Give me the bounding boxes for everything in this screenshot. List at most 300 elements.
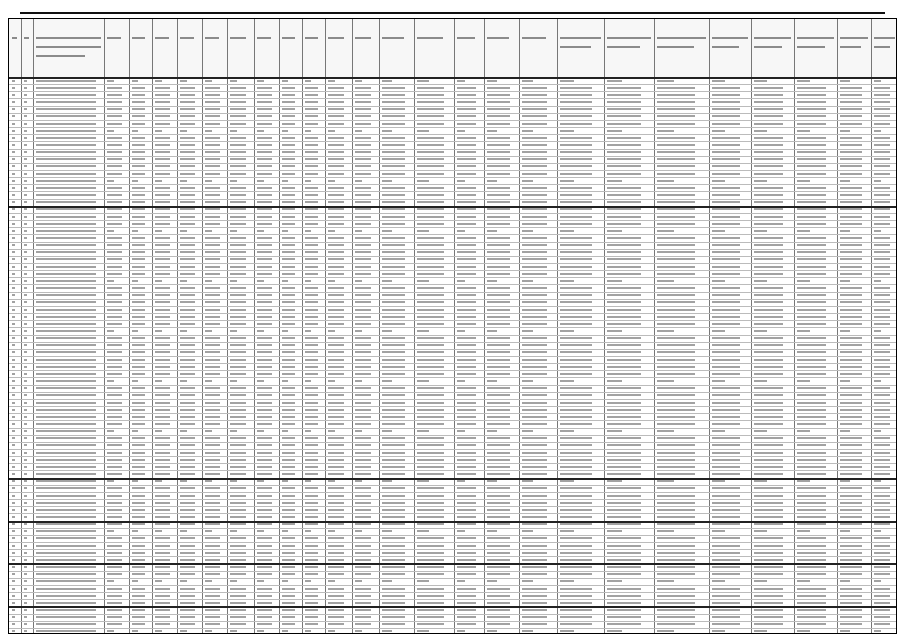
table-cell-text-block	[487, 208, 510, 210]
table-cell-text-block	[797, 351, 826, 353]
table-cell-text-block	[657, 566, 695, 568]
table-cell-text-block	[305, 416, 318, 418]
table-cell-text-block	[457, 130, 465, 132]
table-cell-text-block	[282, 609, 295, 611]
table-cell-text-block	[417, 523, 444, 525]
row-divider	[9, 163, 896, 164]
table-cell-text-block	[257, 144, 272, 146]
row-divider	[9, 599, 896, 600]
table-cell-text-block	[797, 294, 826, 296]
table-cell-text-block	[840, 173, 862, 175]
table-cell-text-block	[487, 437, 510, 439]
table-cell-text-block	[712, 444, 740, 446]
table-cell-text-block	[874, 187, 890, 189]
table-cell-text-block	[36, 180, 96, 182]
table-cell-text-block	[874, 87, 890, 89]
table-cell-text-block	[36, 173, 96, 175]
table-cell-text-block	[132, 459, 145, 461]
table-cell-text-block	[257, 273, 272, 275]
table-cell-text-block	[12, 301, 15, 303]
table-cell-text-block	[874, 216, 890, 218]
table-cell-text-block	[560, 108, 592, 110]
table-cell-text-block	[205, 559, 220, 561]
table-cell-text-block	[840, 573, 862, 575]
table-cell-text-block	[257, 137, 272, 139]
table-cell-text-block	[457, 509, 476, 511]
header-text-block	[36, 37, 101, 39]
table-cell-text-block	[132, 280, 138, 282]
row-divider	[9, 149, 896, 150]
table-cell-text-block	[328, 480, 335, 482]
table-cell-text-block	[487, 301, 510, 303]
table-cell-text-block	[107, 416, 122, 418]
table-cell-text-block	[12, 323, 15, 325]
table-cell-text-block	[754, 101, 783, 103]
table-cell-text-block	[657, 487, 695, 489]
table-cell-text-block	[257, 94, 272, 96]
table-cell-text-block	[560, 537, 592, 539]
table-cell-text-block	[107, 566, 122, 568]
table-cell-text-block	[205, 237, 220, 239]
table-cell-text-block	[328, 630, 335, 632]
table-cell-text-block	[522, 452, 547, 454]
table-cell-text-block	[282, 237, 295, 239]
table-cell-text-block	[487, 258, 510, 260]
table-cell-text-block	[257, 237, 272, 239]
table-cell-text-block	[382, 280, 392, 282]
table-cell-text-block	[328, 144, 344, 146]
table-cell-text-block	[155, 630, 162, 632]
table-cell-text-block	[230, 380, 237, 382]
table-cell-text-block	[107, 545, 122, 547]
table-cell-text-block	[180, 316, 195, 318]
table-cell-text-block	[132, 537, 145, 539]
table-cell-text-block	[24, 545, 27, 547]
table-cell-text-block	[657, 588, 695, 590]
table-cell-text-block	[107, 480, 114, 482]
table-cell-text-block	[487, 115, 510, 117]
table-cell-text-block	[305, 559, 318, 561]
table-cell-text-block	[712, 573, 740, 575]
table-cell-text-block	[382, 545, 405, 547]
table-cell-text-block	[328, 616, 344, 618]
table-cell-text-block	[417, 108, 444, 110]
table-cell-text-block	[24, 337, 27, 339]
table-cell-text-block	[657, 530, 674, 532]
table-cell-text-block	[36, 480, 96, 482]
table-cell-text-block	[24, 316, 27, 318]
table-cell-text-block	[180, 359, 195, 361]
table-cell-text-block	[107, 180, 114, 182]
table-cell-text-block	[12, 437, 15, 439]
table-cell-text-block	[230, 630, 237, 632]
table-cell-text-block	[328, 487, 344, 489]
table-cell-text-block	[560, 244, 592, 246]
table-cell-text-block	[355, 101, 371, 103]
table-cell-text-block	[257, 530, 264, 532]
table-cell-text-block	[797, 208, 826, 210]
table-cell-text-block	[257, 123, 272, 125]
table-cell-text-block	[180, 230, 187, 232]
table-cell-text-block	[36, 294, 96, 296]
row-divider	[9, 242, 896, 243]
table-cell-text-block	[560, 466, 592, 468]
table-cell-text-block	[797, 487, 826, 489]
table-cell-text-block	[305, 423, 318, 425]
table-cell-text-block	[282, 394, 295, 396]
table-cell-text-block	[560, 580, 574, 582]
table-cell-text-block	[24, 123, 27, 125]
table-cell-text-block	[328, 430, 335, 432]
table-cell-text-block	[355, 387, 371, 389]
table-cell-text-block	[457, 344, 476, 346]
table-cell-text-block	[282, 366, 295, 368]
table-cell-text-block	[328, 187, 344, 189]
table-cell-text-block	[305, 344, 318, 346]
table-cell-text-block	[712, 580, 725, 582]
table-cell-text-block	[230, 287, 246, 289]
table-cell-text-block	[657, 595, 695, 597]
table-cell-text-block	[417, 230, 429, 232]
table-cell-text-block	[180, 251, 195, 253]
table-cell-text-block	[12, 158, 15, 160]
table-cell-text-block	[282, 130, 288, 132]
table-cell-text-block	[132, 588, 145, 590]
table-cell-text-block	[180, 301, 195, 303]
column-divider	[254, 19, 255, 633]
table-cell-text-block	[417, 630, 429, 632]
table-cell-text-block	[282, 602, 295, 604]
table-cell-text-block	[257, 559, 272, 561]
table-cell-text-block	[257, 595, 272, 597]
table-cell-text-block	[754, 294, 783, 296]
table-cell-text-block	[840, 294, 862, 296]
table-cell-text-block	[205, 416, 220, 418]
table-cell-text-block	[840, 387, 862, 389]
table-cell-text-block	[487, 530, 497, 532]
table-cell-text-block	[840, 566, 862, 568]
table-cell-text-block	[36, 609, 96, 611]
table-cell-text-block	[607, 566, 641, 568]
table-cell-text-block	[12, 123, 15, 125]
row-divider	[9, 585, 896, 586]
table-cell-text-block	[874, 108, 890, 110]
table-cell-text-block	[754, 266, 783, 268]
table-cell-text-block	[560, 101, 592, 103]
header-text-block	[36, 55, 85, 57]
table-cell-text-block	[257, 394, 272, 396]
header-text-block	[522, 37, 546, 39]
table-cell-text-block	[155, 545, 170, 547]
table-cell-text-block	[607, 609, 641, 611]
table-cell-text-block	[754, 201, 783, 203]
table-cell-text-block	[155, 87, 170, 89]
table-cell-text-block	[417, 366, 444, 368]
table-cell-text-block	[607, 230, 622, 232]
table-cell-text-block	[797, 108, 826, 110]
table-cell-text-block	[457, 244, 476, 246]
table-cell-text-block	[24, 530, 27, 532]
header-text-block	[487, 37, 509, 39]
table-cell-text-block	[205, 387, 220, 389]
table-cell-text-block	[12, 151, 15, 153]
table-cell-text-block	[754, 495, 783, 497]
table-cell-text-block	[155, 459, 170, 461]
table-cell-text-block	[12, 87, 15, 89]
header-text-block	[874, 37, 895, 39]
table-cell-text-block	[417, 173, 444, 175]
table-cell-text-block	[457, 187, 476, 189]
table-cell-text-block	[132, 266, 145, 268]
table-cell-text-block	[328, 366, 344, 368]
table-cell-text-block	[797, 537, 826, 539]
row-divider	[9, 556, 896, 557]
table-cell-text-block	[230, 130, 237, 132]
table-cell-text-block	[155, 115, 170, 117]
table-cell-text-block	[36, 380, 96, 382]
row-divider	[9, 177, 896, 178]
table-cell-text-block	[132, 287, 145, 289]
table-cell-text-block	[840, 94, 862, 96]
table-cell-text-block	[560, 337, 592, 339]
table-cell-text-block	[487, 588, 510, 590]
table-cell-text-block	[230, 387, 246, 389]
table-cell-text-block	[874, 509, 890, 511]
table-cell-text-block	[457, 273, 476, 275]
column-divider	[279, 19, 280, 633]
table-cell-text-block	[840, 101, 862, 103]
row-divider	[9, 306, 896, 307]
table-cell-text-block	[155, 266, 170, 268]
table-cell-text-block	[382, 309, 405, 311]
table-cell-text-block	[797, 609, 826, 611]
table-cell-text-block	[107, 194, 122, 196]
table-cell-text-block	[874, 545, 890, 547]
table-cell-text-block	[840, 530, 850, 532]
table-cell-text-block	[657, 630, 674, 632]
table-cell-text-block	[560, 559, 592, 561]
row-divider	[9, 335, 896, 336]
table-cell-text-block	[382, 108, 405, 110]
table-cell-text-block	[36, 359, 96, 361]
table-cell-text-block	[874, 158, 890, 160]
table-cell-text-block	[230, 194, 246, 196]
table-cell-text-block	[754, 516, 783, 518]
table-cell-text-block	[282, 351, 295, 353]
table-cell-text-block	[180, 294, 195, 296]
table-cell-text-block	[205, 573, 220, 575]
table-cell-text-block	[754, 423, 783, 425]
table-cell-text-block	[417, 487, 444, 489]
table-cell-text-block	[840, 623, 862, 625]
table-cell-text-block	[874, 273, 890, 275]
table-cell-text-block	[257, 194, 272, 196]
header-text-block	[355, 37, 371, 39]
table-cell-text-block	[560, 373, 592, 375]
table-cell-text-block	[355, 373, 371, 375]
table-cell-text-block	[328, 559, 344, 561]
table-cell-text-block	[257, 380, 264, 382]
table-cell-text-block	[607, 545, 641, 547]
row-divider	[9, 363, 896, 364]
table-cell-text-block	[155, 566, 170, 568]
table-cell-text-block	[230, 573, 246, 575]
table-cell-text-block	[754, 502, 783, 504]
table-cell-text-block	[355, 323, 371, 325]
table-cell-text-block	[712, 101, 740, 103]
table-cell-text-block	[754, 158, 783, 160]
table-cell-text-block	[457, 258, 476, 260]
table-cell-text-block	[417, 545, 444, 547]
row-divider	[9, 428, 896, 429]
table-cell-text-block	[712, 552, 740, 554]
table-cell-text-block	[840, 502, 862, 504]
table-cell-text-block	[132, 359, 145, 361]
row-divider	[9, 141, 896, 142]
table-cell-text-block	[417, 301, 444, 303]
table-cell-text-block	[754, 144, 783, 146]
table-cell-text-block	[328, 115, 344, 117]
table-cell-text-block	[282, 323, 295, 325]
table-cell-text-block	[754, 416, 783, 418]
table-cell-text-block	[560, 473, 592, 475]
table-cell-text-block	[132, 452, 145, 454]
table-cell-text-block	[560, 266, 592, 268]
table-cell-text-block	[24, 237, 27, 239]
table-cell-text-block	[457, 251, 476, 253]
table-cell-text-block	[230, 416, 246, 418]
table-cell-text-block	[874, 337, 890, 339]
row-divider	[9, 492, 896, 493]
table-cell-text-block	[657, 180, 674, 182]
table-cell-text-block	[36, 616, 96, 618]
table-cell-text-block	[328, 509, 344, 511]
table-cell-text-block	[840, 480, 850, 482]
table-cell-text-block	[282, 108, 295, 110]
table-cell-text-block	[607, 523, 641, 525]
table-cell-text-block	[355, 580, 362, 582]
table-cell-text-block	[107, 130, 114, 132]
table-cell-text-block	[180, 566, 195, 568]
table-cell-text-block	[180, 137, 195, 139]
table-cell-text-block	[205, 287, 220, 289]
table-cell-text-block	[417, 623, 444, 625]
table-cell-text-block	[607, 316, 641, 318]
table-cell-text-block	[874, 173, 890, 175]
table-cell-text-block	[24, 244, 27, 246]
table-cell-text-block	[457, 94, 476, 96]
table-cell-text-block	[417, 609, 444, 611]
table-cell-text-block	[457, 480, 465, 482]
row-divider	[9, 549, 896, 550]
table-cell-text-block	[257, 316, 272, 318]
table-cell-text-block	[840, 323, 862, 325]
table-cell-text-block	[282, 273, 295, 275]
table-cell-text-block	[328, 123, 344, 125]
table-cell-text-block	[657, 158, 695, 160]
table-cell-text-block	[155, 559, 170, 561]
table-cell-text-block	[797, 430, 810, 432]
table-cell-text-block	[180, 480, 187, 482]
table-cell-text-block	[657, 359, 695, 361]
table-cell-text-block	[180, 394, 195, 396]
table-cell-text-block	[282, 487, 295, 489]
table-cell-text-block	[282, 266, 295, 268]
table-cell-text-block	[417, 80, 429, 82]
table-cell-text-block	[754, 588, 783, 590]
table-cell-text-block	[305, 580, 311, 582]
table-cell-text-block	[797, 366, 826, 368]
table-cell-text-block	[230, 294, 246, 296]
table-cell-text-block	[205, 480, 212, 482]
table-cell-text-block	[607, 266, 641, 268]
table-cell-text-block	[840, 552, 862, 554]
table-cell-text-block	[24, 366, 27, 368]
table-cell-text-block	[657, 337, 695, 339]
table-cell-text-block	[657, 123, 695, 125]
table-cell-text-block	[24, 266, 27, 268]
table-cell-text-block	[180, 130, 187, 132]
table-cell-text-block	[282, 437, 295, 439]
table-cell-text-block	[522, 223, 547, 225]
table-cell-text-block	[155, 495, 170, 497]
table-cell-text-block	[205, 130, 212, 132]
header-text-block	[328, 37, 344, 39]
table-cell-text-block	[754, 509, 783, 511]
table-cell-text-block	[457, 323, 476, 325]
table-cell-text-block	[754, 344, 783, 346]
table-cell-text-block	[180, 580, 187, 582]
table-cell-text-block	[417, 430, 429, 432]
table-cell-text-block	[797, 423, 826, 425]
table-cell-text-block	[487, 373, 510, 375]
table-cell-text-block	[522, 573, 547, 575]
table-cell-text-block	[305, 115, 318, 117]
column-divider	[33, 19, 34, 633]
table-cell-text-block	[797, 559, 826, 561]
table-cell-text-block	[107, 230, 114, 232]
table-cell-text-block	[560, 366, 592, 368]
table-cell-text-block	[657, 373, 695, 375]
table-cell-text-block	[155, 516, 170, 518]
table-cell-text-block	[328, 416, 344, 418]
table-cell-text-block	[355, 566, 371, 568]
table-cell-text-block	[205, 344, 220, 346]
table-cell-text-block	[382, 180, 392, 182]
table-cell-text-block	[328, 194, 344, 196]
table-cell-text-block	[754, 173, 783, 175]
table-cell-text-block	[657, 280, 674, 282]
table-cell-text-block	[12, 545, 15, 547]
table-cell-text-block	[712, 588, 740, 590]
row-divider	[9, 399, 896, 400]
table-cell-text-block	[607, 351, 641, 353]
table-cell-text-block	[657, 552, 695, 554]
table-cell-text-block	[36, 280, 96, 282]
table-cell-text-block	[230, 115, 246, 117]
table-cell-text-block	[754, 251, 783, 253]
table-cell-text-block	[840, 244, 862, 246]
table-cell-text-block	[487, 223, 510, 225]
row-divider	[9, 578, 896, 579]
table-cell-text-block	[382, 165, 405, 167]
table-cell-text-block	[180, 552, 195, 554]
table-cell-text-block	[355, 380, 362, 382]
table-cell-text-block	[24, 130, 27, 132]
table-cell-text-block	[840, 394, 862, 396]
table-cell-text-block	[205, 530, 212, 532]
table-cell-text-block	[417, 573, 444, 575]
